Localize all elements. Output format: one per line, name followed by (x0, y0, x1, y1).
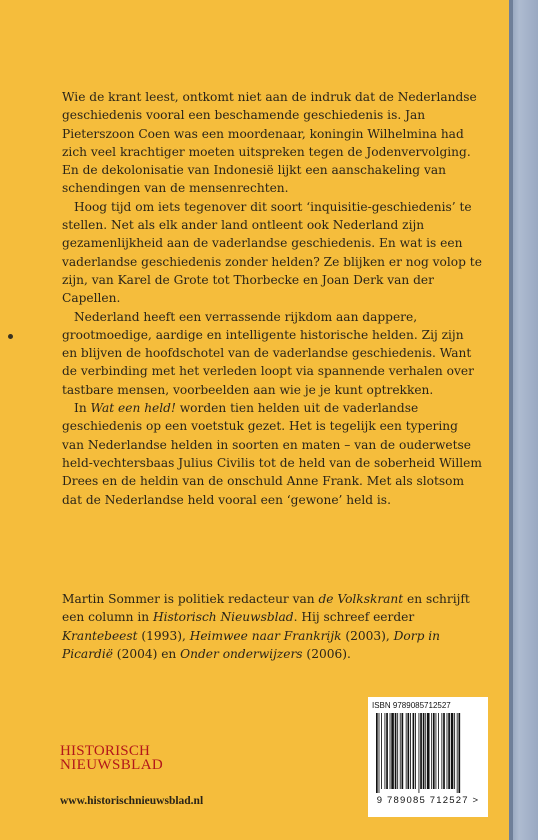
publisher-website[interactable]: www.historischnieuwsblad.nl (60, 795, 204, 807)
author-title: Heimwee naar Frankrijk (189, 628, 342, 643)
barcode-digits: 9 789085 712527 > (376, 795, 480, 806)
logo-line-2: NIEUWSBLAD (60, 757, 164, 773)
author-text: Martin Sommer is politiek redacteur van (62, 592, 319, 606)
blurb-p4-pre: In (74, 401, 91, 416)
author-text: (2004) en (112, 646, 181, 661)
author-title: Dorp in Picardië (62, 628, 440, 661)
author-title: Krantebeest (62, 628, 138, 643)
isbn-label: ISBN 9789085712527 (372, 701, 451, 710)
barcode-panel (368, 697, 488, 817)
blurb-paragraph-4 (62, 399, 482, 509)
book-spine (509, 0, 538, 840)
author-text: (2003), (341, 628, 394, 643)
author-text: (1993), (137, 628, 190, 643)
cover-dot (8, 334, 13, 339)
logo-line-1: HISTORISCH (60, 743, 151, 759)
author-title: Historisch Nieuwsblad (152, 610, 294, 625)
author-text: en schrijft een column in (62, 592, 470, 625)
barcode-icon (374, 713, 482, 793)
author-title: Onder onderwijzers (180, 646, 303, 661)
author-title: de Volkskrant (318, 592, 404, 606)
blurb-paragraph-1: Wie de krant leest, ontkomt niet aan de indruk dat de Nederlandse geschiedenis vooral een beschamende geschiedenis is. Jan Pieterszoon Coen was een moordenaar, koningin Wilhelmina had zich veel krachtiger moeten uitspreken tegen de Jodenvervolging. En de dekolonisatie van Indonesië lijkt een aanschakeling van schendingen van de mensenrechten. (62, 90, 477, 196)
blurb-paragraph-3: Nederland heeft een verrassende rijkdom aan dappere, grootmoedige, aardige en intelligente historische helden. Zij zijn en blijven de hoofdschotel van de vaderlandse geschiedenis. Want de verbinding met het verleden loopt via spannende verhalen over tastbare mensen, voorbeelden aan wie je je kunt optrekken. (62, 309, 474, 397)
spine-edge (509, 0, 513, 840)
author-text: . Hij schreef eerder (293, 610, 415, 625)
author-text: (2006). (302, 646, 351, 661)
blurb-paragraph-2: Hoog tijd om iets tegenover dit soort ‘inquisitie-geschiedenis’ te stellen. Net als elk ander land ontleent ook Nederland zijn gezamenlijkheid aan de vaderlandse geschiedenis. En wat is een vaderlandse geschiedenis zonder helden? Ze blijken er nog volop te zijn, van Karel de Grote tot Thorbecke en Joan Derk van der Capellen. (62, 199, 482, 306)
book-title: Wat een held! (90, 401, 176, 416)
publisher-logo (60, 744, 163, 772)
blurb-p4-post: worden tien helden uit de vaderlandse geschiedenis op een voetstuk gezet. Het is tegelijk een typering van Nederlandse helden in soorten en maten – van de ouderwetse held-vechtersbaas Julius Civilis tot de held van de soberheid Willem Drees en de heldin van de onschuld Anne Frank. Met als slotsom dat de Nederlandse held vooral een ‘gewone’ held is. (62, 401, 482, 507)
blurb-text (62, 88, 482, 509)
author-bio (62, 590, 482, 663)
